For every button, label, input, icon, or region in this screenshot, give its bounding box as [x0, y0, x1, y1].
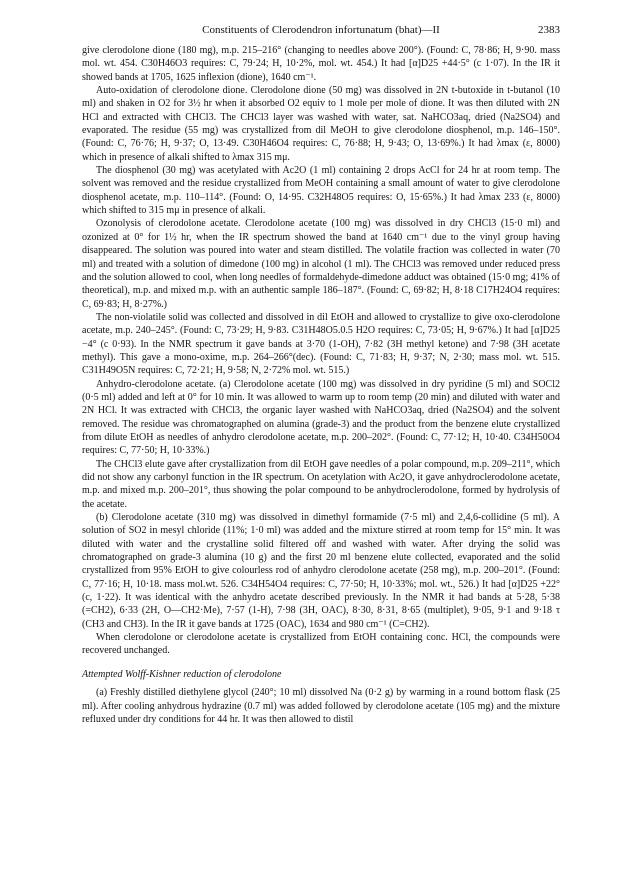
paragraph-diosphenol-acetylation: The diosphenol (30 mg) was acetylated with Ac2O (1 ml) containing 2 drops AcCl for 24 hr at room temp. The solvent was removed and the residue crystallized from MeOH containing a small amount of water to give clerodolone diosphenol acetate, m.p. 110–114°. (Found: O, 14·95. C32H48O5 requires: O, 15·65%.) It had λmax 233 (ε, 8000) which shifted to 315 mμ in presence of alkali.	[82, 165, 560, 217]
paragraph-polar-compound: The CHCl3 elute gave after crystallization from dil EtOH gave needles of a polar compound, m.p. 209–211°, which did not show any carbonyl function in the IR spectrum. On acetylation with Ac2O, it gave anhydroclerodolone acetate, m.p. and mixed m.p. 200–201°, thus showing the polar compound to be anhydroclerodolone, formed by hydrolysis of the acetate.	[82, 458, 560, 510]
paragraph-continuation: give clerodolone dione (180 mg), m.p. 215–216° (changing to needles above 200°). (Found: C, 78·86; H, 9·90. mass mol. wt. 454. C30H46O3 requires: C, 79·24; H, 10·2%, mol. wt. 454.) It had [α]D25 +44·5° (c 1·07). In the IR it showed bands at 1705, 1625 inflexion (dione), 1640 cm⁻¹.	[82, 45, 560, 83]
paragraph-anhydro-b: (b) Clerodolone acetate (310 mg) was dissolved in dimethyl formamide (7·5 ml) and 2,4,6-collidine (5 ml). A solution of SO2 in mesyl chloride (11%; 1·0 ml) was added and the mixture stirred at room temp for 15° min. It was diluted with water and the crystalline solid filtered off and washed with water. After drying the solid was chromatographed on grade-3 alumina (10 g) and the first 20 ml benzene elute collected, evaporated and the solid crystallized from 95% EtOH to give colourless rod of anhydro clerodolone acetate (258 mg), m.p. 200–201°. (Found: C, 77·16; H, 10·18. mass mol.wt. 526. C34H54O4 requires: C, 77·50; H, 10·33%; mol. wt., 526.) It had [α]D25 +22° (c, 1·22). It was identical with the anhydro acetate described previously. In the NMR it had bands at 5·28, 5·38 (=CH2), 6·33 (2H, O—CH2·Me), 7·57 (1-H), 7·98 (3H, OAC), 8·30, 8·31, 8·65 (multiplet), 9·05, 9·1 and 9·18 τ (CH3 and CH3). In the IR it gave bands at 1725 (OAC), 1634 and 980 cm⁻¹ (C=CH2).	[82, 512, 560, 630]
article-body	[82, 44, 560, 726]
paragraph-oxo-clerodolone: The non-violatile solid was collected and dissolved in dil EtOH and allowed to crystallize to give oxo-clerodolone acetate, m.p. 240–245°. (Found: C, 73·29; H, 9·83. C31H48O5.0.5 H2O requires: C, 73·05; H, 9·67%.) It had [α]D25 −4° (c 0·93). In the NMR spectrum it gave bands at 3·70 (1-OH), 7·82 (3H methyl ketone) and 7·98 (3H acetate methyl). This gave a mono-oxime, m.p. 264–266°(dec). (Found: C, 71·83; H, 9·37; N, 2·30; mass mol. wt. 515. C31H49O5N requires: C, 72·21; H, 9·58; N, 2·72% mol. wt. 515.)	[82, 311, 560, 377]
page-number: 2383	[538, 24, 560, 36]
section-spacer	[82, 658, 560, 664]
paragraph-auto-oxidation: Auto-oxidation of clerodolone dione. Clerodolone dione (50 mg) was dissolved in 2N t-butoxide in t-butanol (10 ml) and shaken in O2 for 3½ hr when it absorbed O2 equiv to 1 mole per mole of dione. It was then diluted with 2N HCl and extracted with CHCl3. The CHCl3 layer was washed with water, sat. NaHCO3aq, dried (Na2SO4) and evaporated. The residue (55 mg) was crystallized from dil MeOH to give clerodolone diosphenol, m.p. 146–150°. (Found: C, 76·76; H, 9·37; O, 13·49. C30H46O4 requires: C, 76·88; H, 9·43; O, 13·69%.) It had λmax (ε, 8000) which in presence of alkali shifted to λmax 315 mμ.	[82, 85, 560, 163]
paragraph-ozonolysis: Ozonolysis of clerodolone acetate. Clerodolone acetate (100 mg) was dissolved in dry CHCl3 (15·0 ml) and ozonized at 0° for 1½ hr, when the IR spectrum showed the band at 1640 cm⁻¹ due to the vinyl group having disappeared. The solution was poured into water and steam distilled. The volatile fraction was collected in water (70 ml) and treated with a solution of dimedone (100 mg) in alcohol (1 ml). The CHCl3 was removed under reduced press and the solution allowed to cool, when long needles of formaldehyde-dimedone adduct was obtained (15·0 mg; 41% of theoretical), m.p. and mixed m.p. with an authentic sample 186–187°. (Found: C, 69·82; H, 8·18 C17H24O4 requires: C, 69·83; H, 8·27%.)	[82, 218, 560, 310]
paragraph-anhydro-a: Anhydro-clerodolone acetate. (a) Clerodolone acetate (100 mg) was dissolved in dry pyridine (5 ml) and SOCl2 (0·5 ml) added and left at 0° for 10 min. It was allowed to warm up to room temp (20 min) and diluted with water and 2N HCl. It was extracted with CHCl3, the organic layer washed with NaHCO3aq, dried (Na2SO4) and the solvent removed. The residue was chromatographed on alumina (grade-3) and the product from the benzene elute crystallized from dilute EtOH as needles of anhydro clerodolone acetate, m.p. 200–202°. (Found: C, 77·12; H, 10·40. C34H50O4 requires: C, 77·50; H, 10·33%.)	[82, 378, 560, 457]
section-title: Attempted Wolff-Kishner reduction of clerodolone	[82, 668, 282, 680]
running-title: Constituents of Clerodendron infortunatum (bhat)—II	[202, 24, 440, 36]
page-header	[82, 21, 560, 41]
paragraph-wolff-kishner-a: (a) Freshly distilled diethylene glycol (240°; 10 ml) dissolved Na (0·2 g) by warming in a round bottom flask (25 ml). After cooling anhydrous hydrazine (0.7 ml) was added followed by clerodolone acetate (105 mg) and the mixture refluxed under dry conditions for 44 hr. It was then allowed to distil	[82, 687, 560, 725]
paragraph-hcl-crystallization: When clerodolone or clerodolone acetate is crystallized from EtOH containing conc. HCl, the compounds were recovered unchanged.	[82, 632, 560, 657]
